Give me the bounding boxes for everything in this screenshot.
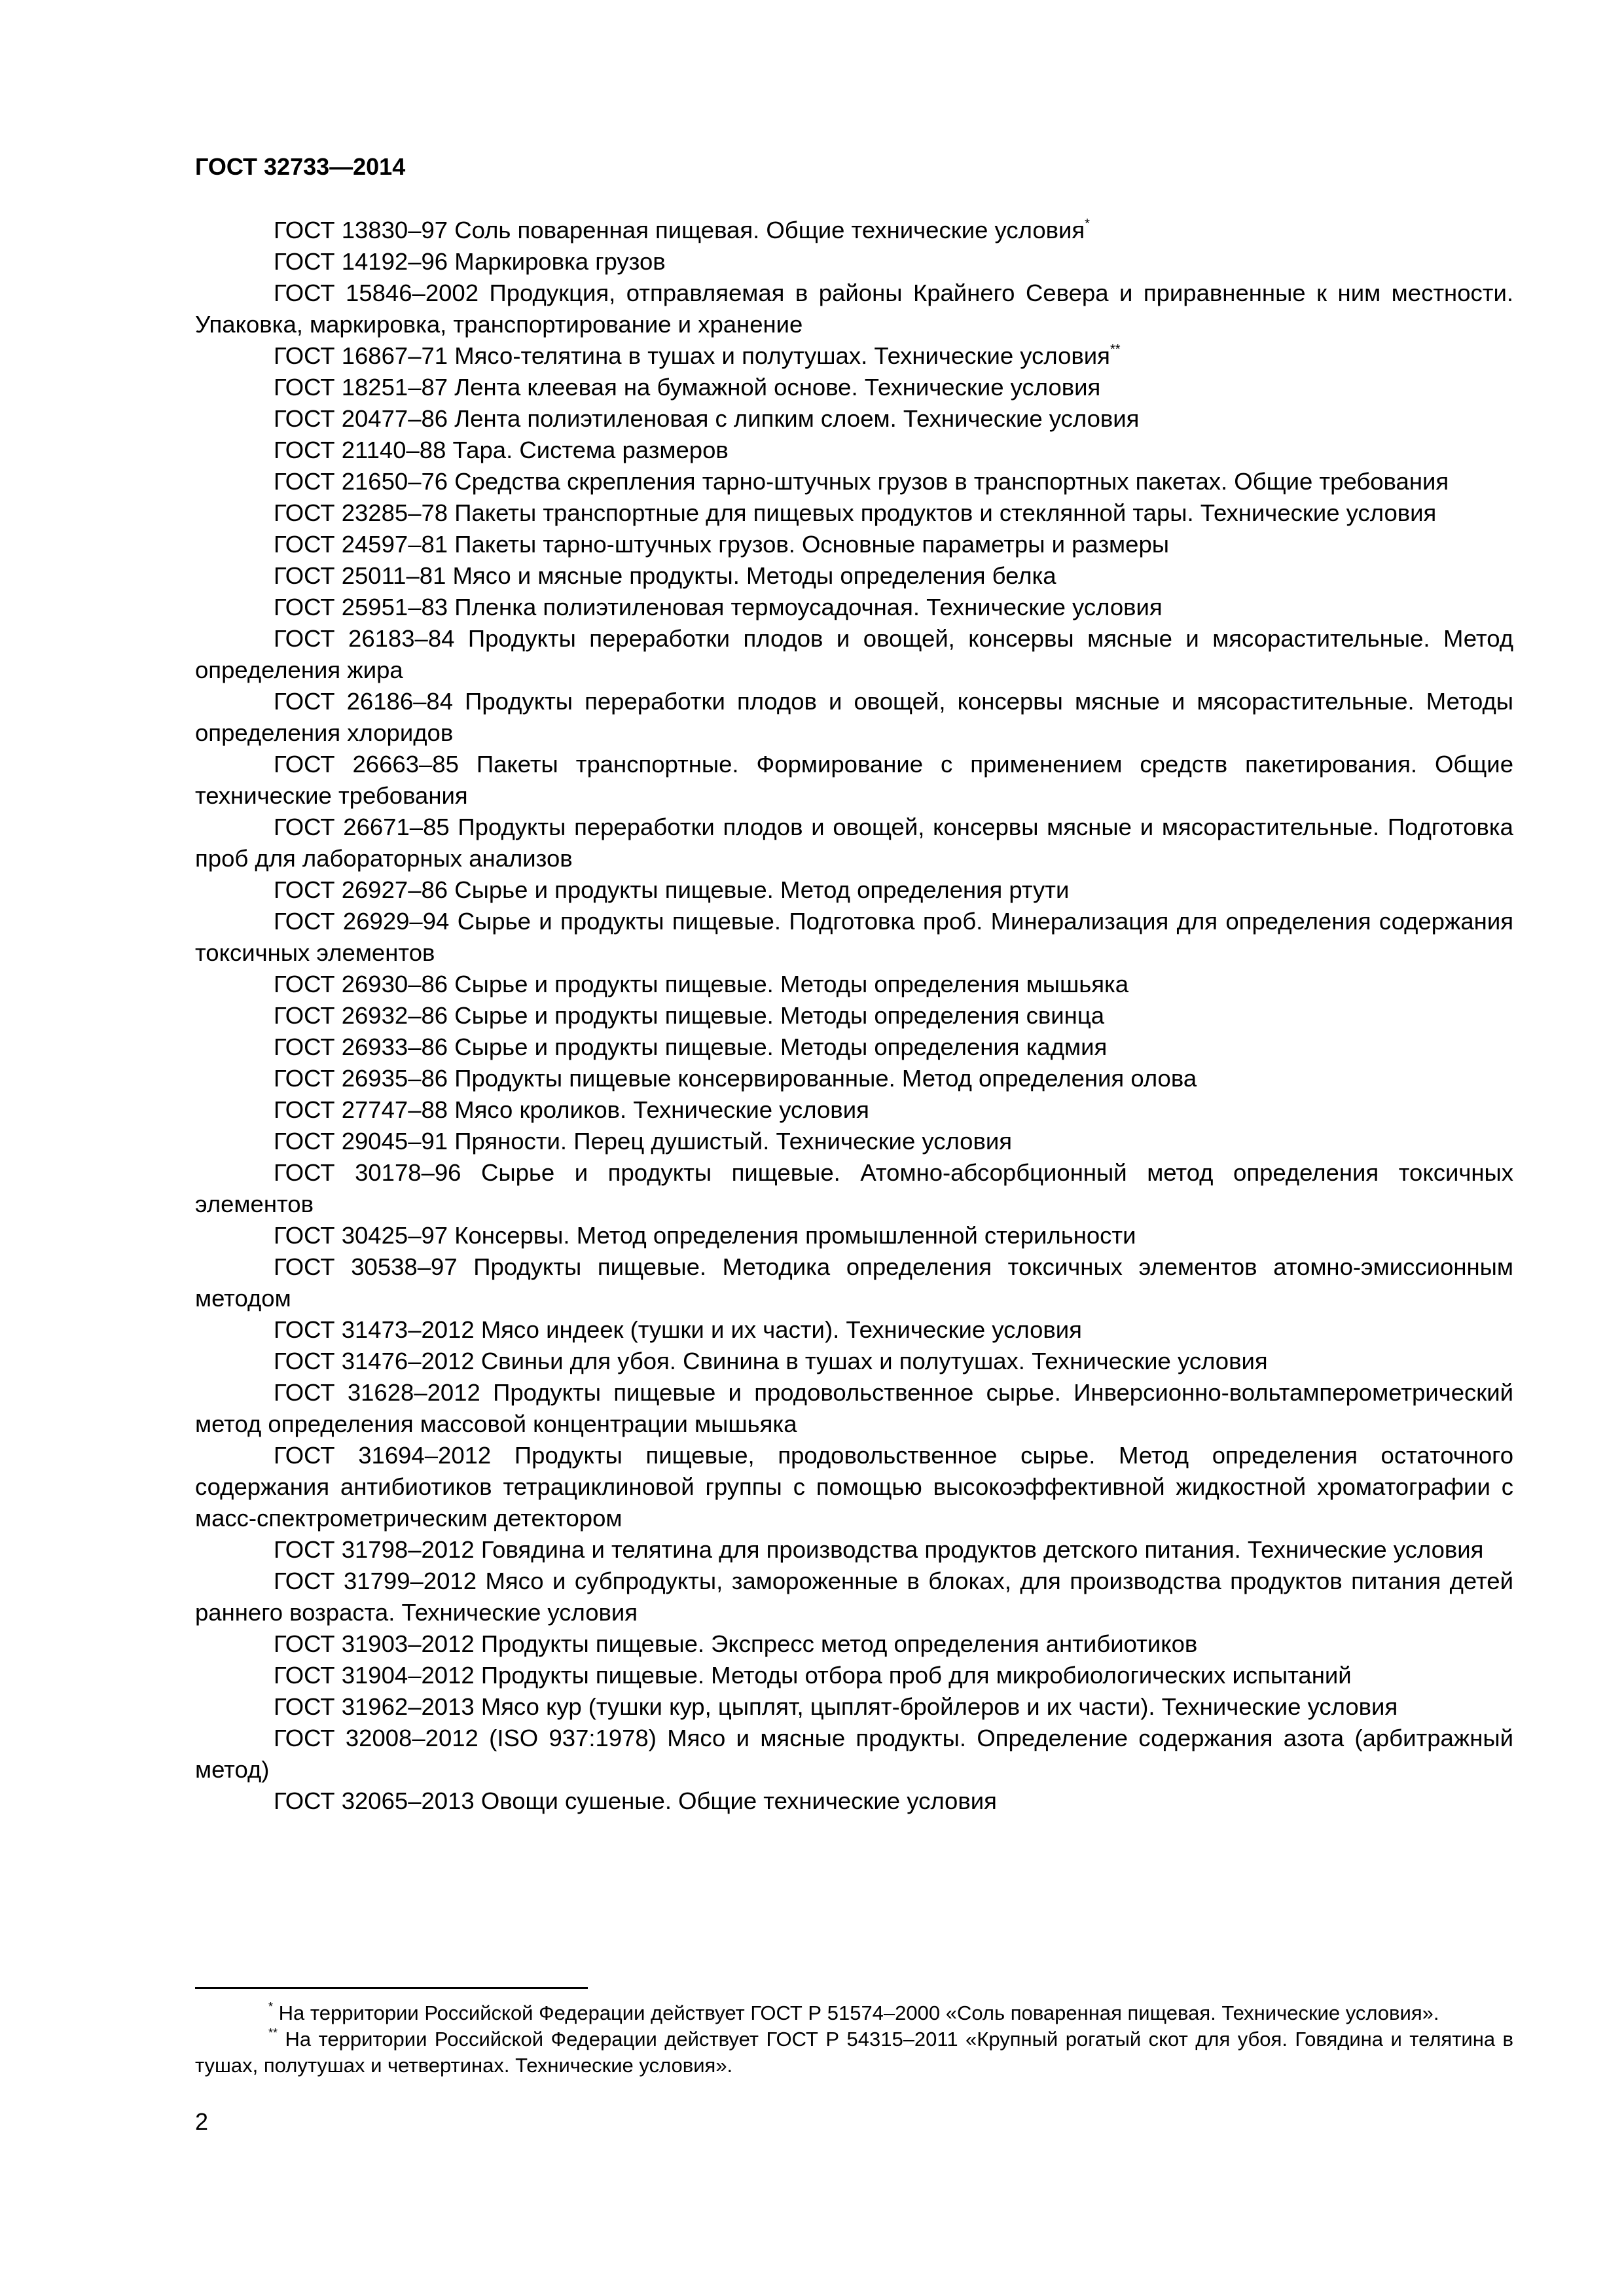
reference-entry: ГОСТ 21650–76 Средства скрепления тарно-штучных грузов в транспортных пакетах. Общие требования [274,468,1449,495]
footnote-mark: * [268,2000,274,2013]
reference-entry: ГОСТ 31798–2012 Говядина и телятина для производства продуктов детского питания. Технические условия [274,1536,1484,1563]
reference-entry: ГОСТ 26927–86 Сырье и продукты пищевые. Метод определения ртути [274,876,1070,903]
reference-entry: ГОСТ 30178–96 Сырье и продукты пищевые. Атомно-абсорбционный метод определения токсичных элементов [195,1159,1513,1217]
footnote: * На территории Российской Федерации действует ГОСТ Р 51574–2000 «Соль поваренная пищевая. Технические условия». [268,2000,1439,2024]
reference-entry: ГОСТ 27747–88 Мясо кроликов. Технические условия [274,1096,869,1123]
reference-entry: ГОСТ 21140–88 Тара. Система размеров [274,437,729,463]
reference-entry: ГОСТ 14192–96 Маркировка грузов [274,248,666,275]
reference-entry: ГОСТ 31903–2012 Продукты пищевые. Экспресс метод определения антибиотиков [274,1630,1198,1657]
footnote-mark: ** [268,2026,278,2039]
reference-entry: ГОСТ 26930–86 Сырье и продукты пищевые. Методы определения мышьяка [274,971,1129,997]
reference-entry: ГОСТ 26932–86 Сырье и продукты пищевые. Методы определения свинца [274,1002,1105,1029]
running-header: ГОСТ 32733—2014 [195,153,406,180]
footnote: ** На территории Российской Федерации действует ГОСТ Р 54315–2011 «Крупный рогатый скот для убоя. Говядина и телятина в тушах, полутушах и четвертинах. Технические условия». [195,2026,1513,2077]
reference-entry: ГОСТ 26933–86 Сырье и продукты пищевые. Методы определения кадмия [274,1033,1108,1060]
reference-entry: ГОСТ 23285–78 Пакеты транспортные для пищевых продуктов и стеклянной тары. Технические условия [274,499,1437,526]
reference-entry: ГОСТ 31694–2012 Продукты пищевые, продовольственное сырье. Метод определения остаточного содержания антибиотиков тетрациклиновой группы с помощью высокоэффективной жидкостной хроматографии с масс-спектрометрическим детектором [195,1442,1513,1532]
footnote-mark: ** [1110,342,1121,357]
page-number: 2 [195,2108,209,2135]
reference-entry: ГОСТ 16867–71 Мясо-телятина в тушах и полутушах. Технические условия** [274,342,1121,369]
reference-entry: ГОСТ 30425–97 Консервы. Метод определения промышленной стерильности [274,1222,1136,1249]
reference-entry: ГОСТ 32008–2012 (ISO 937:1978) Мясо и мясные продукты. Определение содержания азота (арбитражный метод) [195,1725,1513,1783]
reference-entry: ГОСТ 15846–2002 Продукция, отправляемая в районы Крайнего Севера и приравненные к ним местности. Упаковка, маркировка, транспортирование и хранение [195,279,1513,338]
reference-entry: ГОСТ 31476–2012 Свиньи для убоя. Свинина в тушах и полутушах. Технические условия [274,1348,1268,1374]
reference-entry: ГОСТ 25011–81 Мясо и мясные продукты. Методы определения белка [274,562,1056,589]
reference-entry: ГОСТ 25951–83 Пленка полиэтиленовая термоусадочная. Технические условия [274,594,1163,620]
reference-entry: ГОСТ 13830–97 Соль поваренная пищевая. Общие технические условия* [274,217,1090,243]
reference-entry: ГОСТ 26663–85 Пакеты транспортные. Формирование с применением средств пакетирования. Общие технические требования [195,751,1513,809]
reference-entry: ГОСТ 24597–81 Пакеты тарно-штучных грузов. Основные параметры и размеры [274,531,1169,558]
reference-entry: ГОСТ 26671–85 Продукты переработки плодов и овощей, консервы мясные и мясорастительные. Подготовка проб для лабораторных анализов [195,814,1513,872]
reference-entry: ГОСТ 32065–2013 Овощи сушеные. Общие технические условия [274,1787,997,1814]
reference-entry: ГОСТ 30538–97 Продукты пищевые. Методика определения токсичных элементов атомно-эмиссионным методом [195,1253,1513,1312]
reference-entry: ГОСТ 29045–91 Пряности. Перец душистый. Технические условия [274,1128,1013,1155]
footnotes [195,2000,1513,2079]
footnote-separator [195,1987,588,1989]
reference-entry: ГОСТ 26186–84 Продукты переработки плодов и овощей, консервы мясные и мясорастительные. Методы определения хлоридов [195,688,1513,746]
reference-entry: ГОСТ 20477–86 Лента полиэтиленовая с липким слоем. Технические условия [274,405,1140,432]
reference-entry: ГОСТ 18251–87 Лента клеевая на бумажной основе. Технические условия [274,374,1101,401]
normative-references-list [195,215,1513,1817]
reference-entry: ГОСТ 26929–94 Сырье и продукты пищевые. Подготовка проб. Минерализация для определения содержания токсичных элементов [195,908,1513,966]
reference-entry: ГОСТ 31473–2012 Мясо индеек (тушки и их части). Технические условия [274,1316,1082,1343]
reference-entry: ГОСТ 26183–84 Продукты переработки плодов и овощей, консервы мясные и мясорастительные. Метод определения жира [195,625,1513,683]
footnote-mark: * [1085,217,1090,231]
reference-entry: ГОСТ 31904–2012 Продукты пищевые. Методы отбора проб для микробиологических испытаний [274,1662,1352,1689]
reference-entry: ГОСТ 31962–2013 Мясо кур (тушки кур, цыплят, цыплят-бройлеров и их части). Технические условия [274,1693,1398,1720]
reference-entry: ГОСТ 31628–2012 Продукты пищевые и продовольственное сырье. Инверсионно-вольтамперометрический метод определения массовой концентрации мышьяка [195,1379,1513,1437]
reference-entry: ГОСТ 26935–86 Продукты пищевые консервированные. Метод определения олова [274,1065,1197,1092]
reference-entry: ГОСТ 31799–2012 Мясо и субпродукты, замороженные в блоках, для производства продуктов питания детей раннего возраста. Технические условия [195,1568,1513,1626]
